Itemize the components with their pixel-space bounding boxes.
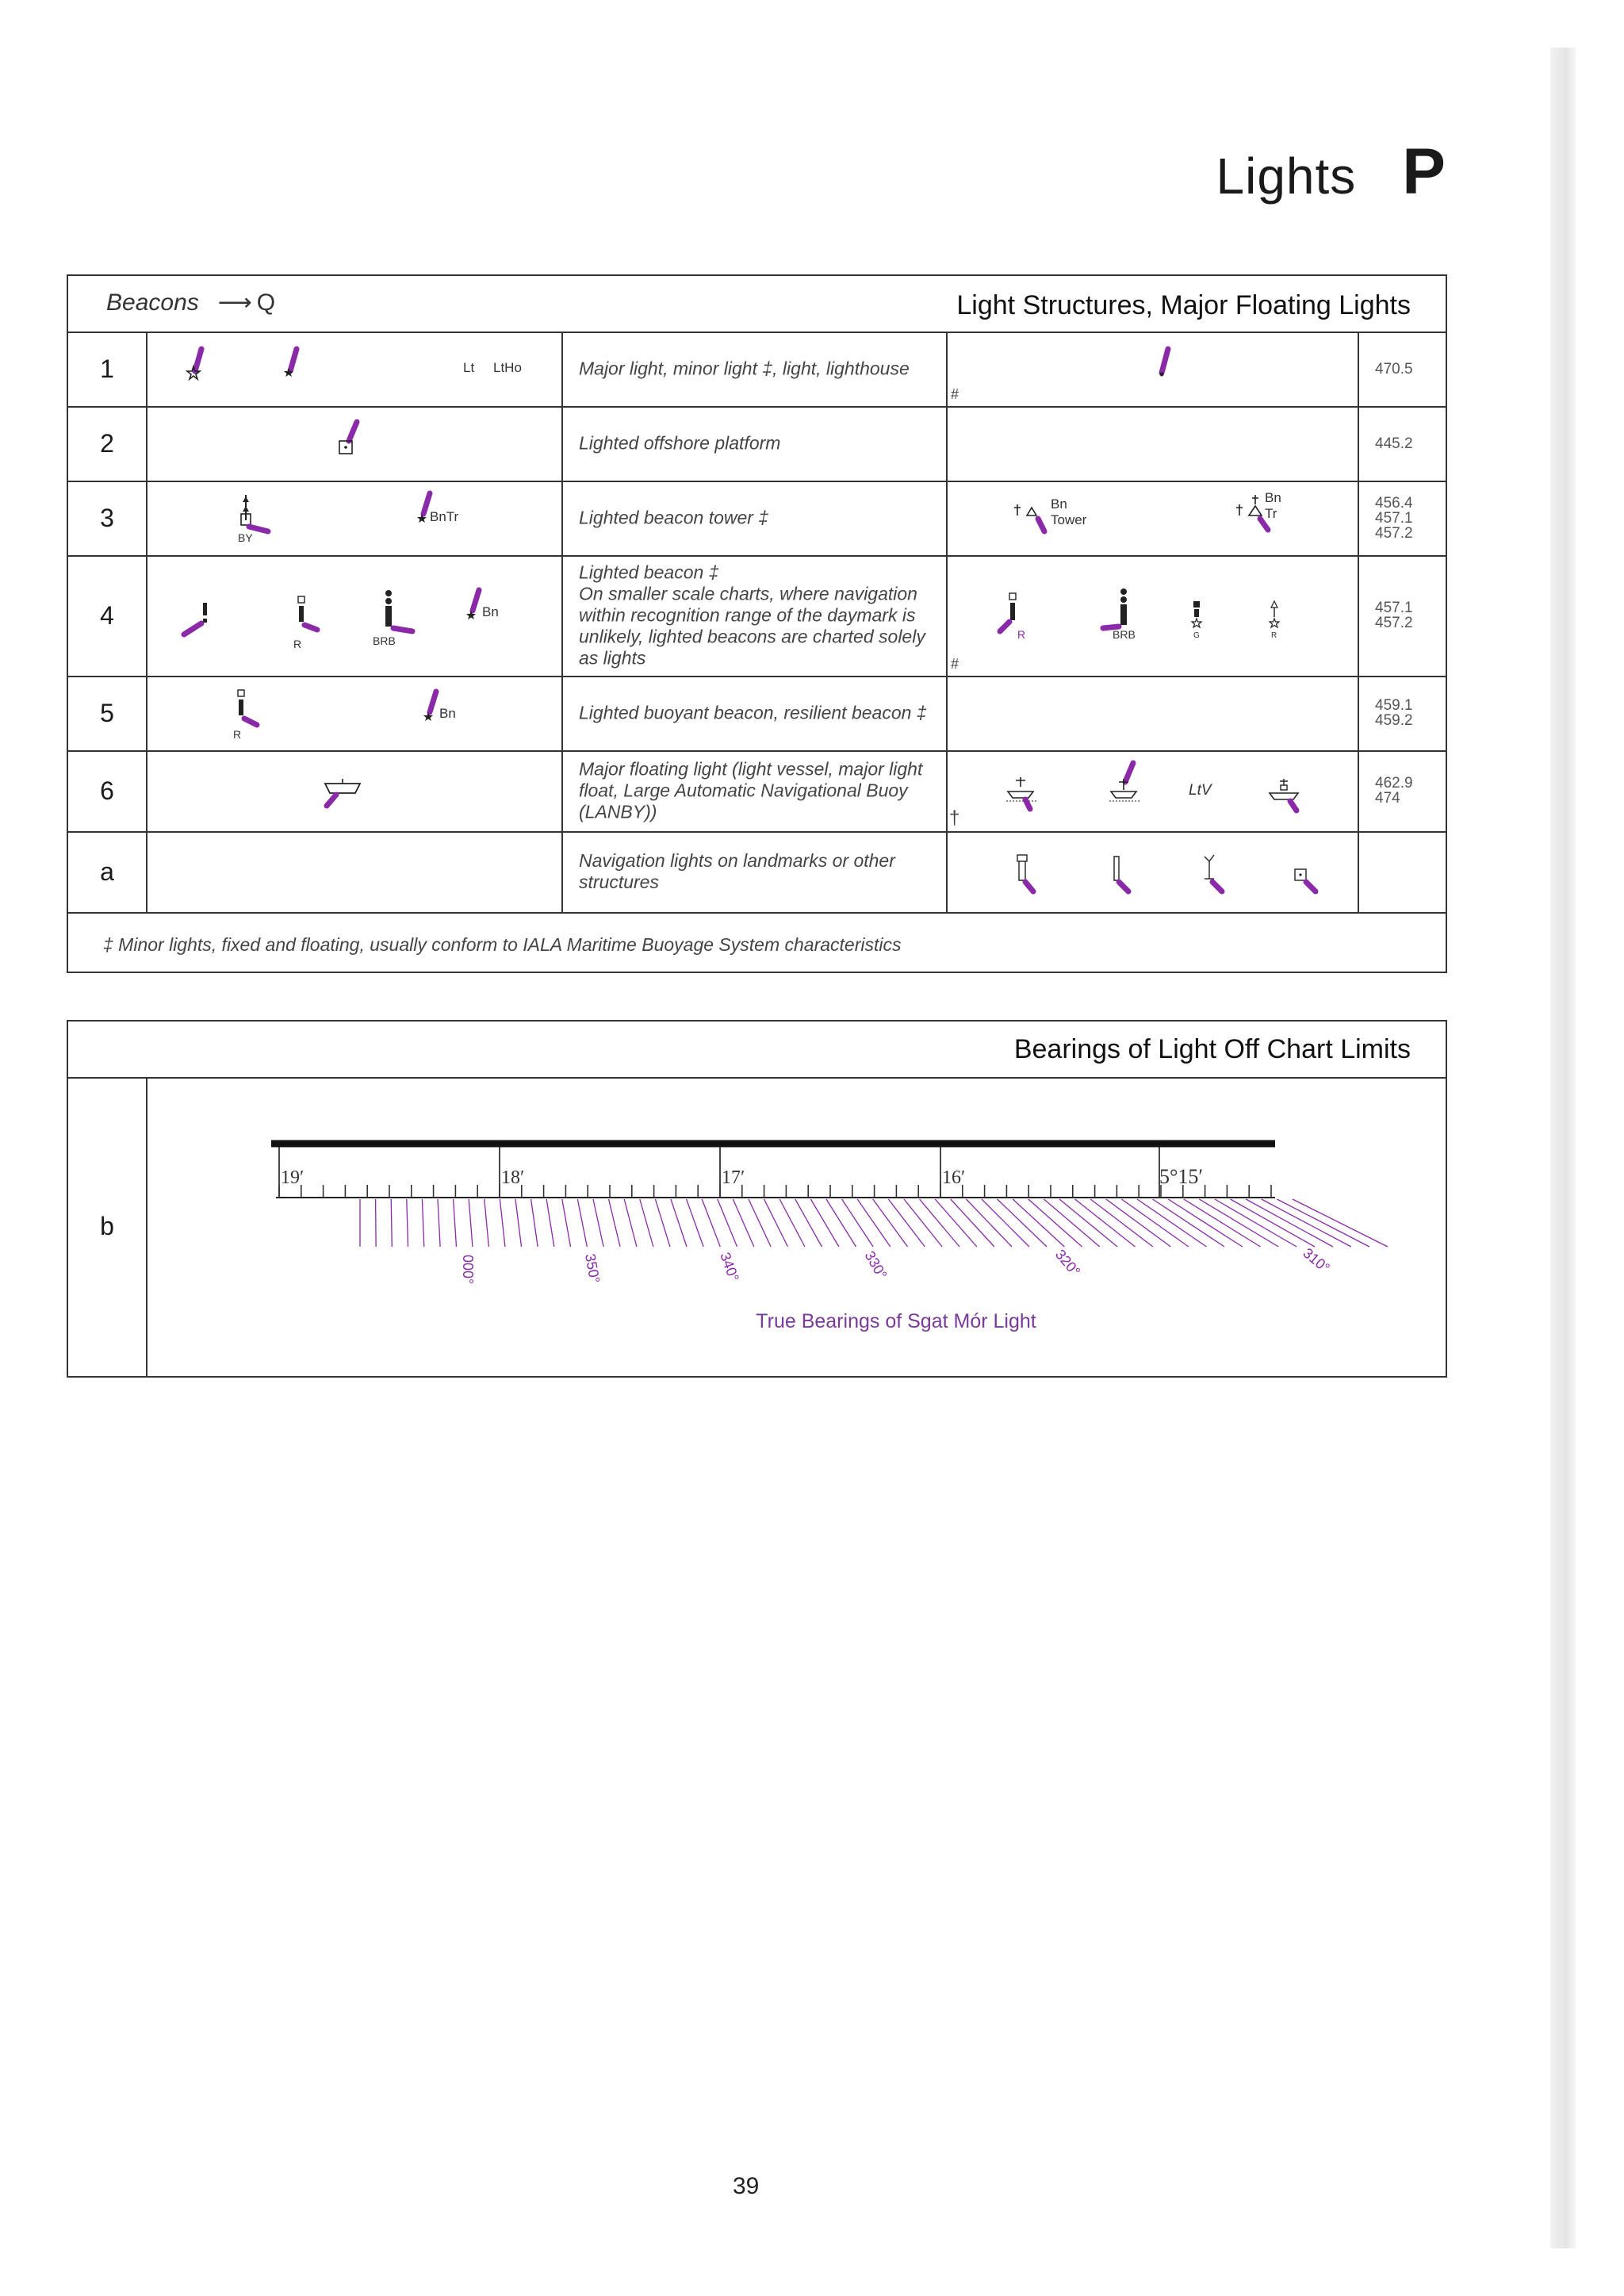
beacons-reference: Beacons ⟶ Q <box>106 289 276 316</box>
bearing-label: 000° <box>460 1255 476 1285</box>
light-vessel-icon <box>322 774 370 814</box>
row-number: 6 <box>68 750 147 831</box>
row-number: 2 <box>68 406 147 481</box>
bearing-line <box>1153 1199 1225 1247</box>
bearing-label: 330° <box>861 1248 891 1282</box>
reference-numbers: 457.1 457.2 <box>1375 600 1413 631</box>
light-flare-icon <box>1154 344 1178 379</box>
table-row <box>68 831 1446 914</box>
bearings-caption: True Bearings of Sgat Mór Light <box>756 1310 1036 1332</box>
bearing-label: 340° <box>717 1250 742 1284</box>
bearing-line <box>1199 1199 1278 1247</box>
bearing-line <box>422 1199 423 1247</box>
bearing-line <box>1246 1199 1333 1247</box>
beacon-symbols <box>146 406 563 481</box>
bearing-line <box>1090 1199 1153 1247</box>
bearing-line <box>857 1199 891 1247</box>
scale-minor-ticks <box>279 1185 1271 1198</box>
reference-numbers: 445.2 <box>1375 435 1413 452</box>
row-number: b <box>68 1077 147 1376</box>
bearing-line <box>935 1199 977 1247</box>
bearing-line <box>1013 1199 1064 1247</box>
bearing-line <box>671 1199 687 1247</box>
lights-table <box>67 274 1447 973</box>
lthouse-label: LtHo <box>493 360 522 375</box>
bearings-header <box>68 1022 1446 1079</box>
bearing-line <box>888 1199 925 1247</box>
table-row <box>68 750 1446 833</box>
structure-symbols: † LtV <box>946 750 1359 831</box>
bearing-line <box>810 1199 839 1247</box>
bearing-line <box>1277 1199 1369 1247</box>
reference-numbers <box>1358 831 1463 912</box>
description-cell: Major light, minor light ‡, light, lighthouse <box>561 332 948 406</box>
page-number: 39 <box>733 2173 760 2199</box>
beacon-tr-light-icon <box>1235 492 1290 544</box>
minor-light-star-icon <box>279 344 311 384</box>
bearing-line <box>733 1199 753 1247</box>
offshore-platform-icon <box>335 417 366 460</box>
bearing-line <box>718 1199 737 1247</box>
table-row <box>68 481 1446 557</box>
light-float-icon <box>1005 774 1044 818</box>
description-cell: Lighted beacon tower ‡ <box>561 481 948 555</box>
bearing-line <box>904 1199 942 1247</box>
structure-symbols <box>946 406 1359 481</box>
reference-numbers: 456.4 457.1 457.2 <box>1375 494 1413 542</box>
longitude-label: 16′ <box>942 1167 966 1188</box>
table-header <box>68 276 1446 333</box>
bearing-line <box>407 1199 408 1247</box>
table-row <box>68 406 1446 482</box>
bearing-line <box>515 1199 522 1247</box>
bearing-lines <box>360 1199 1388 1247</box>
beacon-exclamation-icon <box>178 600 217 641</box>
landmark-chimney-light-icon <box>1109 853 1141 901</box>
bearing-line <box>702 1199 720 1247</box>
longitude-label: 5°15′ <box>1159 1165 1204 1188</box>
bearing-line <box>376 1199 377 1247</box>
bearing-line <box>1231 1199 1315 1247</box>
beacon-symbols: R Bn <box>146 676 563 750</box>
bearing-line <box>920 1199 959 1247</box>
beacon-red-star-icon <box>1266 600 1282 634</box>
beacon-symbols <box>146 750 563 831</box>
row-number: 5 <box>68 676 147 750</box>
bearing-line <box>826 1199 856 1247</box>
description-cell: Major floating light (light vessel, major light float, Large Automatic Navigational Buoy (LANBY)) <box>561 750 948 831</box>
landmark-building-light-icon <box>1293 868 1328 903</box>
bearing-line <box>842 1199 874 1247</box>
bearing-line <box>546 1199 554 1247</box>
bearing-line <box>469 1199 473 1247</box>
reference-numbers: 470.5 <box>1375 360 1413 378</box>
bearings-title: Bearings of Light Off Chart Limits <box>1013 1034 1411 1064</box>
table-row <box>68 555 1446 677</box>
bearing-line <box>500 1199 505 1247</box>
beacon-symbols: R BRB Bn <box>146 555 563 676</box>
row-number: 3 <box>68 481 147 555</box>
reference-numbers: 462.9 474 <box>1375 775 1413 807</box>
bearing-line <box>1106 1199 1171 1247</box>
reference-numbers: 459.1 459.2 <box>1375 697 1413 729</box>
bearing-line <box>562 1199 571 1247</box>
structure-symbols <box>946 676 1359 750</box>
table-row <box>68 676 1446 752</box>
longitude-label: 18′ <box>501 1167 525 1188</box>
section-letter: P <box>1402 136 1446 208</box>
page-title: Lights <box>1216 148 1357 205</box>
bearing-line <box>640 1199 653 1247</box>
bearings-diagram <box>147 1079 1443 1374</box>
bearing-line <box>795 1199 822 1247</box>
bearing-line <box>485 1199 489 1247</box>
structure-symbols: Bn Tower Bn Tr <box>946 481 1359 555</box>
row-number: 4 <box>68 555 147 676</box>
bearing-line <box>577 1199 587 1247</box>
bearing-line <box>873 1199 908 1247</box>
bearing-line <box>1044 1199 1099 1247</box>
lanby-icon <box>1266 776 1311 820</box>
description-cell: Navigation lights on landmarks or other structures <box>561 831 948 912</box>
bearing-line <box>531 1199 538 1247</box>
structure-symbols: # <box>946 332 1359 406</box>
beacon-symbols <box>146 831 563 912</box>
footnote: ‡ Minor lights, fixed and floating, usually conform to IALA Maritime Buoyage System characteristics <box>103 933 902 955</box>
bearing-line <box>609 1199 620 1247</box>
bearings-table <box>67 1020 1447 1378</box>
bearing-line <box>1028 1199 1082 1247</box>
major-light-star-icon <box>184 344 216 384</box>
bearing-line <box>454 1199 457 1247</box>
description-cell: Lighted buoyant beacon, resilient beacon ‡ <box>561 676 948 750</box>
bearing-line <box>655 1199 670 1247</box>
beacon-symbols: Lt <box>146 332 563 406</box>
longitude-label: 17′ <box>722 1167 745 1188</box>
row-number: 1 <box>68 332 147 406</box>
bearing-label: 320° <box>1051 1246 1084 1280</box>
bearing-line <box>779 1199 805 1247</box>
description-cell: Lighted offshore platform <box>561 406 948 481</box>
bearing-line <box>593 1199 603 1247</box>
structure-symbols <box>946 831 1359 912</box>
bearing-line <box>391 1199 392 1247</box>
page-header <box>1216 135 1446 209</box>
major-light-float-icon <box>1108 758 1147 811</box>
landmark-tower-light-icon <box>1014 853 1046 901</box>
page-edge-shadow <box>1550 48 1576 2248</box>
table-row <box>68 332 1446 408</box>
description-cell: Lighted beacon ‡ On smaller scale charts, where navigation within recognition range of the daymark is unlikely, lighted beacons are charted solely as lights <box>561 555 948 676</box>
bearing-line <box>1059 1199 1117 1247</box>
bearing-line <box>624 1199 637 1247</box>
bearing-line <box>1215 1199 1297 1247</box>
structure-symbols: # R BRB G R <box>946 555 1359 676</box>
landmark-windmotor-light-icon <box>1201 852 1233 901</box>
longitude-label: 19′ <box>281 1167 304 1188</box>
bearing-label: 350° <box>582 1252 603 1285</box>
beacon-red-icon <box>293 595 325 644</box>
beacon-symbols: BY BnTr <box>146 481 563 555</box>
bearing-line <box>438 1199 440 1247</box>
row-number: a <box>68 831 147 912</box>
bearing-line <box>687 1199 704 1247</box>
bearing-label: 310° <box>1300 1244 1333 1276</box>
bearing-line <box>1075 1199 1136 1247</box>
section-title: Light Structures, Major Floating Lights <box>956 290 1411 320</box>
beacon-green-star-icon <box>1189 600 1205 634</box>
